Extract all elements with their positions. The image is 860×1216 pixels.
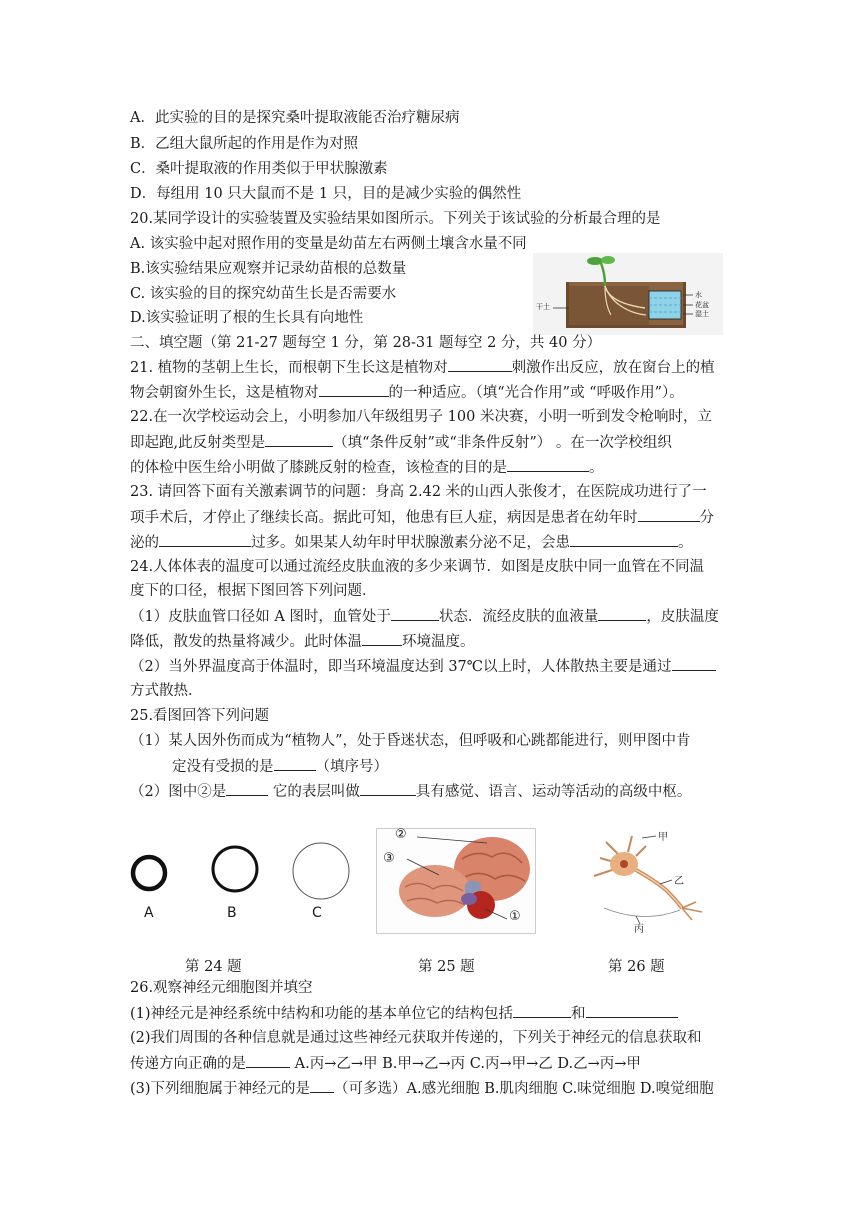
q25-text-3c: 具有感觉、语言、运动等活动的高级中枢。 xyxy=(415,784,692,800)
q21-blank-2[interactable] xyxy=(319,382,389,397)
q24-line-5 xyxy=(130,656,716,677)
q23-line-3 xyxy=(130,532,693,553)
q26-line-2: (2)我们周围的各种信息就是通过这些神经元获取并传递的，下列关于神经元的信息获取和 xyxy=(130,1030,702,1046)
q24-line-2: 度下的口径，根据下图回答下列问题． xyxy=(130,583,377,599)
q24-text-4b: 环境温度。 xyxy=(402,634,475,650)
q23-text-2b: 分 xyxy=(699,510,714,526)
vessel-label-c: C xyxy=(312,905,322,921)
q24-blank-2[interactable] xyxy=(598,606,646,621)
q26-blank-2[interactable] xyxy=(586,1003,678,1018)
q24-line-6: 方式散热． xyxy=(130,683,203,699)
caption-q25: 第 25 题 xyxy=(418,959,475,975)
q19-option-a: A．此实验的目的是探究桑叶提取液能否治疗糖尿病 xyxy=(130,110,460,126)
q20-option-d: D.该实验证明了根的生长具有向地性 xyxy=(130,310,364,326)
q23-text-3b: 过多。如果某人幼年时甲状腺激素分泌不足，会患 xyxy=(251,535,570,551)
brain-label-3: ③ xyxy=(383,851,395,866)
q25-line-2 xyxy=(172,756,388,777)
q25-title: 25.看图回答下列问题 xyxy=(130,708,270,724)
q21-text-1a: 21. 植物的茎朝上生长，而根朝下生长这是植物对 xyxy=(130,360,448,376)
q22-line-1: 22.在一次学校运动会上，小明参加八年级组男子 100 米决赛，小明一听到发令枪响时，立 xyxy=(130,409,712,425)
brain-label-1: ① xyxy=(509,909,521,924)
vessel-b-circle xyxy=(213,847,257,891)
q19-option-c: C．桑叶提取液的作用类似于甲状腺激素 xyxy=(130,161,388,177)
vessel-label-b: B xyxy=(227,905,237,921)
q22-blank-1[interactable] xyxy=(265,432,333,447)
q22-blank-2[interactable] xyxy=(507,457,589,472)
q19-option-d: D．每组用 10 只大鼠而不是 1 只，目的是减少实验的偶然性 xyxy=(130,186,522,202)
q20-label-pot: 花盆 xyxy=(695,301,709,309)
q24-text-3c: ，皮肤温度 xyxy=(646,609,719,625)
q24-text-5a: （2）当外界温度高于体温时，即当环境温度达到 37℃以上时，人体散热主要是通过 xyxy=(130,659,672,675)
q22-text-3b: 。 xyxy=(589,460,604,476)
section-2-heading: 二、填空题（第 21-27 题每空 1 分，第 28-31 题每空 2 分，共 40 分） xyxy=(130,335,602,351)
q23-blank-1[interactable] xyxy=(638,507,700,522)
q20-label-water: 水 xyxy=(695,291,702,299)
q24-line-4 xyxy=(130,631,475,652)
q25-text-2a: 定没有受损的是 xyxy=(172,759,274,775)
vessel-label-a: A xyxy=(144,905,154,921)
q23-line-2 xyxy=(130,507,714,528)
q25-blank-2[interactable] xyxy=(226,781,268,796)
q23-text-3c: 。 xyxy=(678,535,693,551)
q23-blank-3[interactable] xyxy=(570,532,678,547)
q25-blank-3[interactable] xyxy=(360,781,416,796)
q20-label-dry-soil: 干土 xyxy=(536,303,550,311)
q25-brain-figure xyxy=(376,828,536,934)
q23-blank-2[interactable] xyxy=(159,532,251,547)
q20-option-b: B.该实验结果应观察并记录幼苗根的总数量 xyxy=(130,261,407,277)
q26-text-3a: 传递方向正确的是 xyxy=(130,1056,246,1072)
q26-blank-3[interactable] xyxy=(246,1053,290,1068)
q21-text-2b: 的一种适应。（填“光合作用”或 “呼吸作用”）。 xyxy=(388,385,684,401)
q20-option-c: C. 该实验的目的探究幼苗生长是否需要水 xyxy=(130,286,397,302)
q20-pot-figure xyxy=(533,253,723,335)
q26-text-3b: A.丙→乙→甲 B.甲→乙→丙 C.丙→甲→乙 D.乙→丙→甲 xyxy=(290,1056,641,1072)
caption-q24: 第 24 题 xyxy=(185,959,242,975)
q23-line-1: 23. 请回答下面有关激素调节的问题：身高 2.42 米的山西人张俊才，在医院成功进行了一 xyxy=(130,484,707,500)
q21-line-1 xyxy=(130,357,715,378)
q22-line-2 xyxy=(130,432,672,453)
q24-text-4a: 降低，散发的热量将减少。此时体温 xyxy=(130,634,362,650)
q26-neuron-figure xyxy=(584,828,714,935)
q22-text-2a: 即起跑,此反射类型是 xyxy=(130,435,266,451)
neuron-label-yi: 乙 xyxy=(674,876,684,887)
q26-text-1a: (1)神经元是神经系统中结构和功能的基本单位它的结构包括 xyxy=(130,1006,514,1022)
q21-text-1b: 刺激作出反应，放在窗台上的植 xyxy=(511,360,715,376)
brain-label-2: ② xyxy=(395,827,407,842)
q24-text-3a: （1）皮肤血管口径如 A 图时，血管处于 xyxy=(130,609,391,625)
q20-stem: 20.某同学设计的实验装置及实验结果如图所示。下列关于该试验的分析最合理的是 xyxy=(130,211,661,227)
q24-vessel-figure xyxy=(128,842,388,932)
q19-option-b: B．乙组大鼠所起的作用是作为对照 xyxy=(130,136,359,152)
q21-text-2a: 物会朝窗外生长，这是植物对 xyxy=(130,385,319,401)
q25-text-2b: （填序号） xyxy=(315,759,388,775)
q22-text-3a: 的体检中医生给小明做了膝跳反射的检查，该检查的目的是 xyxy=(130,460,507,476)
q24-blank-1[interactable] xyxy=(391,606,439,621)
q26-blank-4[interactable] xyxy=(310,1078,334,1093)
q25-line-3 xyxy=(130,781,691,802)
q25-line-1: （1）某人因外伤而成为“植物人”，处于昏迷状态，但呼吸和心跳都能进行，则甲图中肯 xyxy=(130,733,691,749)
neuron-label-bing: 丙 xyxy=(634,924,644,935)
q26-title: 26.观察神经元细胞图并填空 xyxy=(130,980,313,996)
q25-blank-1[interactable] xyxy=(274,756,316,771)
caption-q26: 第 26 题 xyxy=(608,959,665,975)
q23-text-3a: 泌的 xyxy=(130,535,159,551)
neuron-label-jia: 甲 xyxy=(658,832,668,843)
q26-text-1b: 和 xyxy=(571,1006,586,1022)
q24-blank-4[interactable] xyxy=(672,656,716,671)
q21-blank-1[interactable] xyxy=(448,357,512,372)
vessel-c-circle xyxy=(293,843,349,899)
q26-text-4a: (3)下列细胞属于神经元的是 xyxy=(130,1081,311,1097)
q21-line-2 xyxy=(130,382,684,403)
q24-blank-3[interactable] xyxy=(362,631,402,646)
q26-line-4 xyxy=(130,1078,714,1099)
q20-label-wet-soil: 湿土 xyxy=(695,310,709,318)
q24-line-1: 24.人体体表的温度可以通过流经皮肤血液的多少来调节．如图是皮肤中同一血管在不同温 xyxy=(130,559,705,575)
q26-blank-1[interactable] xyxy=(513,1003,571,1018)
q26-text-4b: （可多选）A.感光细胞 B.肌肉细胞 C.味觉细胞 D.嗅觉细胞 xyxy=(334,1081,714,1097)
q26-line-1 xyxy=(130,1003,678,1024)
q22-text-2b: （填“条件反射”或“非条件反射”） 。在一次学校组织 xyxy=(333,435,672,451)
q24-line-3 xyxy=(130,606,719,627)
q24-text-3b: 状态．流经皮肤的血液量 xyxy=(438,609,599,625)
vessel-a-circle xyxy=(133,857,165,889)
q26-line-3 xyxy=(130,1053,641,1074)
q22-line-3 xyxy=(130,457,604,478)
q25-text-3a: （2）图中②是 xyxy=(130,784,227,800)
q23-text-2a: 项手术后，才停止了继续长高。据此可知，他患有巨人症，病因是患者在幼年时 xyxy=(130,510,638,526)
q25-text-3b: 它的表层叫做 xyxy=(268,784,360,800)
q20-option-a: A. 该实验中起对照作用的变量是幼苗左右两侧土壤含水量不同 xyxy=(130,236,527,252)
